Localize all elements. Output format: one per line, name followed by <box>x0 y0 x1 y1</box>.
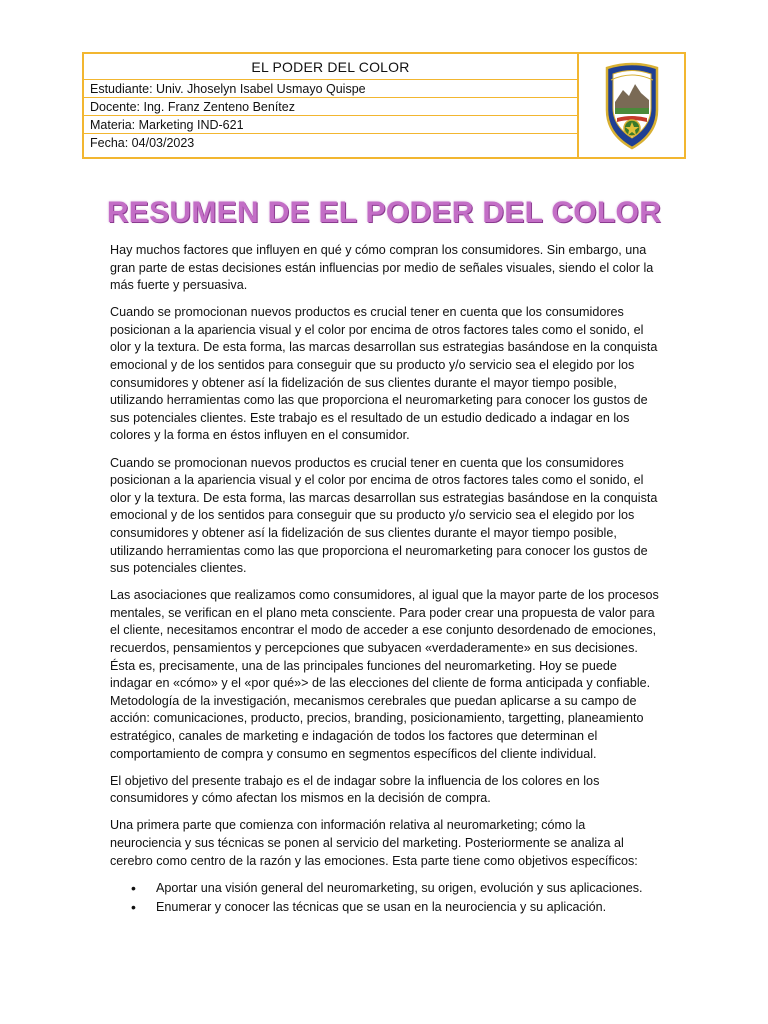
paragraph: Hay muchos factores que influyen en qué y cómo compran los consumidores. Sin embargo, una gran parte de estas decisiones están influencias por medio de señales visuales, siendo el color la más fuerte y persuasiva. <box>110 243 654 293</box>
bullet-item: • Aportar una visión general del neuromarketing, su origen, evolución y sus aplicaciones. <box>110 880 660 898</box>
paragraph: Una primera parte que comienza con información relativa al neuromarketing; cómo la neurociencia y sus técnicas se ponen al servicio del marketing. Posteriormente se analiza al cerebro como centro de la razón y las emociones. Esta parte tiene como objetivos específicos: <box>110 818 638 868</box>
university-seal-icon <box>603 62 661 150</box>
teacher-row: Docente: Ing. Franz Zenteno Benítez <box>84 98 577 116</box>
logo-cell <box>579 54 684 157</box>
document-body <box>110 242 660 918</box>
header-title: EL PODER DEL COLOR <box>84 54 577 80</box>
paragraph: El objetivo del presente trabajo es el de indagar sobre la influencia de los colores en los consumidores y cómo afectan los mismos en la decisión de compra. <box>110 773 600 806</box>
paragraph: Cuando se promocionan nuevos productos es crucial tener en cuenta que los consumidores posicionan a la apariencia visual y el color por encima de otros factores tales como el sonido, el olor y la textura. De esta forma, las marcas desarrollan sus estrategias basándose en la conquista emocional y de los sentidos para conseguir que su producto y/o servicio sea el elegido por los consumidores y obtener así la fidelización de sus clientes durante el mayor tiempo posible, utilizando herramientas como las que proporciona el neuromarketing para conocer los gustos de sus potenciales clientes. Este trabajo es el resultado de un estudio dedicado a indagar en los colores y la forma en éstos influyen en el consumidor. <box>110 305 658 443</box>
student-row: Estudiante: Univ. Jhoselyn Isabel Usmayo Quispe <box>84 80 577 98</box>
header-table <box>82 52 686 159</box>
main-title: RESUMEN DE EL PODER DEL COLOR <box>106 196 662 229</box>
bullet-item: • Enumerar y conocer las técnicas que se usan en la neurociencia y su aplicación. <box>110 899 660 917</box>
paragraph: Las asociaciones que realizamos como consumidores, al igual que la mayor parte de los procesos mentales, se verifican en el plano meta consciente. Para poder crear una propuesta de valor para el cliente, necesitamos encontrar el modo de acceder a ese conjunto desordenado de emociones, recuerdos, pensamientos y percepciones que subyacen «verdaderamente» en sus decisiones. Ésta es, precisamente, una de las principales funciones del neuromarketing. Hoy se puede indagar en «cómo» y el «por qué»> de las elecciones del cliente de forma anticipada y confiable. Metodología de la investigación, mecanismos cerebrales que puedan aplicarse a su campo de acción: comunicaciones, producto, precios, branding, posicionamiento, targetting, planeamiento estratégico, canales de marketing e indagación de todos los factores que determinan el comportamiento de compra y consumo en segmentos específicos del cliente individual. <box>110 588 659 761</box>
date-row: Fecha: 04/03/2023 <box>90 136 195 150</box>
subject-row: Materia: Marketing IND-621 <box>84 116 577 134</box>
paragraph: Cuando se promocionan nuevos productos es crucial tener en cuenta que los consumidores posicionan a la apariencia visual y el color por encima de otros factores tales como el sonido, el olor y la textura. De esta forma, las marcas desarrollan sus estrategias basándose en la conquista emocional y de los sentidos para conseguir que su producto y/o servicio sea el elegido por los consumidores y obtener así la fidelización de sus clientes durante el mayor tiempo posible, utilizando herramientas como las que proporciona el neuromarketing para conocer los gustos de sus potenciales clientes. <box>110 455 658 576</box>
header-info <box>84 54 579 157</box>
bullet-list <box>110 880 660 917</box>
